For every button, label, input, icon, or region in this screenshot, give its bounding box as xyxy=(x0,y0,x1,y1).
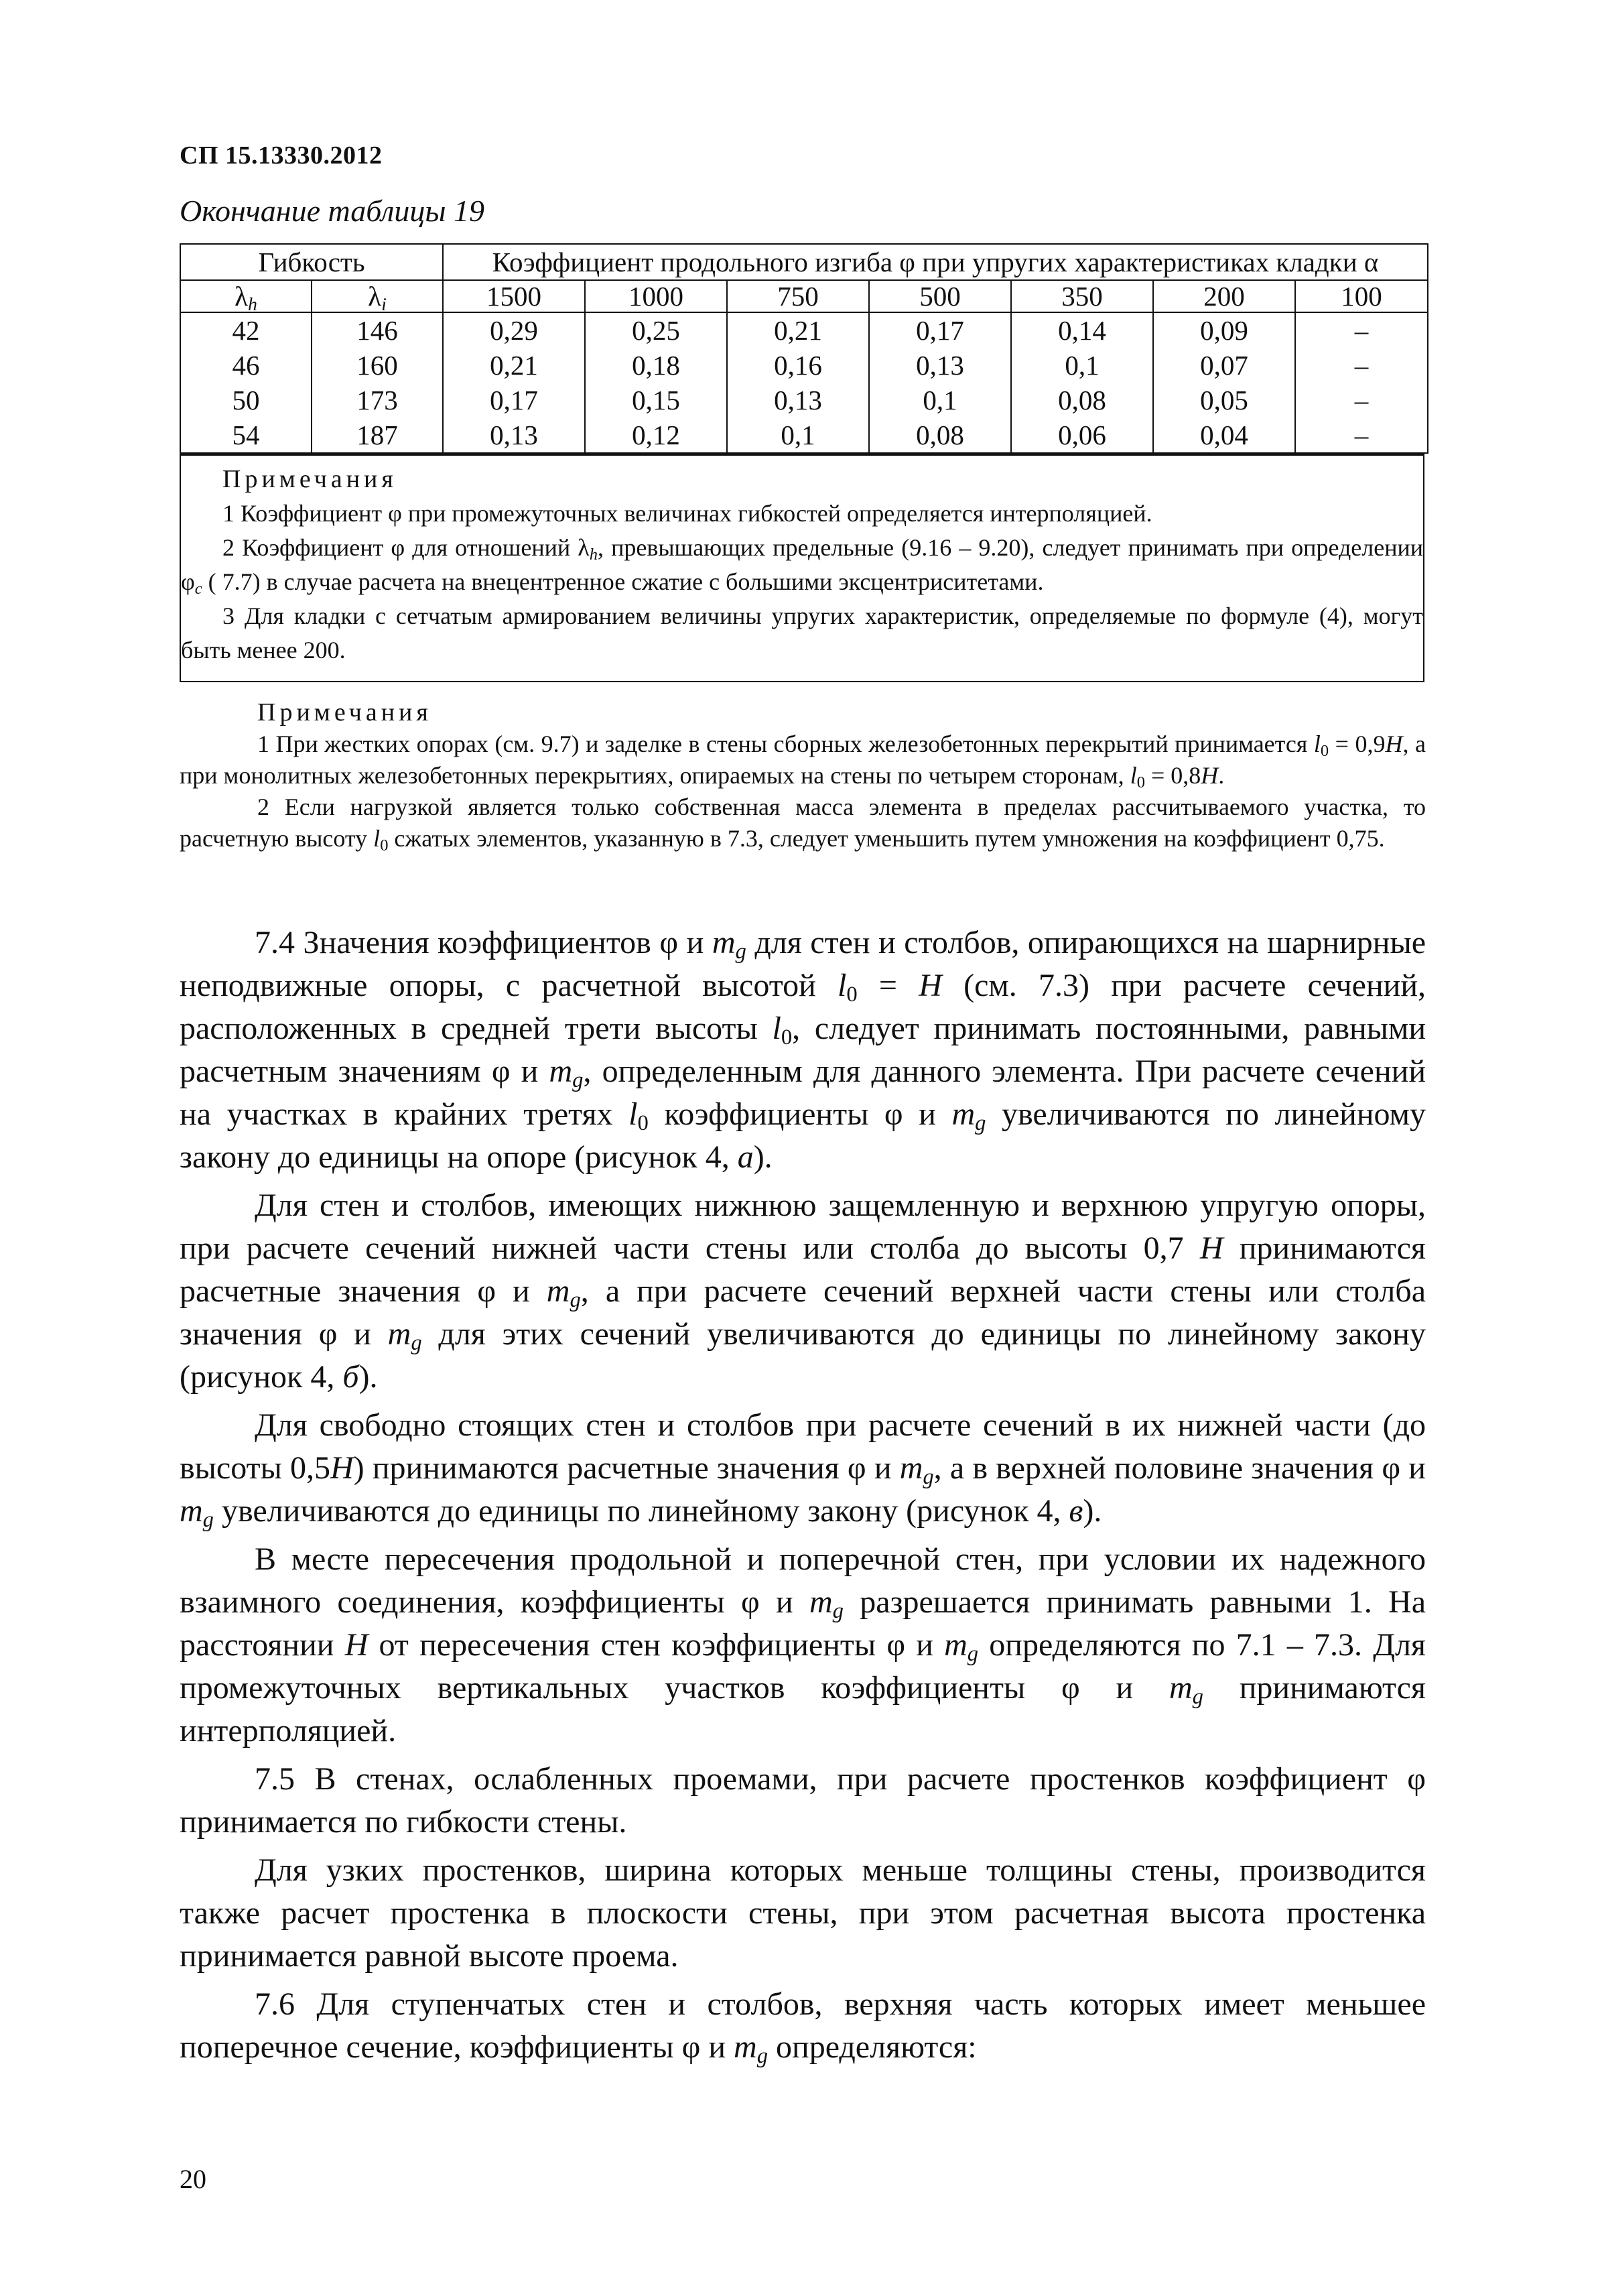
table-notes-title: Примечания xyxy=(222,465,397,493)
data-table xyxy=(180,243,1428,454)
paragraph-7-5: 7.5 В стенах, ослабленных проемами, при расчете простенков коэффициент φ принимается по гибкости стены. xyxy=(180,1761,1426,1840)
table-cell: – xyxy=(1295,312,1428,348)
table-cell: 54 xyxy=(180,418,312,453)
table-cell: 0,09 xyxy=(1153,312,1295,348)
table-caption: Окончание таблицы 19 xyxy=(180,194,484,228)
paragraph: Для свободно стоящих стен и столбов при расчете сечений в их нижней части (до высоты 0,5H) принимаются расчетные значения φ и $m_g$, а в верхней половине значения φ и $m_g$ увеличиваются до единицы по линейному закону (рисунок 4, в). xyxy=(180,1407,1426,1533)
table-cell: 146 xyxy=(312,312,443,348)
section-note-2: 2 Если нагрузкой является только собственная масса элемента в пределах рассчитываемого участка, то расчетную высоту $l_0$ сжатых элементов, указанную в 7.3, следует уменьшить путем умножения на коэффициент 0,75. xyxy=(180,793,1426,855)
table-cell: – xyxy=(1295,383,1428,418)
section-notes xyxy=(180,697,1426,854)
header-slenderness: Гибкость xyxy=(180,244,443,280)
paragraph: Для стен и столбов, имеющих нижнюю защемленную и верхнюю упругую опоры, при расчете сечений нижней части стены или столба до высоты 0,7 H принимаются расчетные значения φ и $m_g$, а при расчете сечений верхней части стены или столба значения φ и $m_g$ для этих сечений увеличиваются до единицы по линейному закону (рисунок 4, б). xyxy=(180,1188,1426,1395)
table-note-1: 1 Коэффициент φ при промежуточных величинах гибкостей определяется интерполяцией. xyxy=(222,500,1152,527)
table-cell: 173 xyxy=(312,383,443,418)
table-row xyxy=(180,348,1428,383)
table-cell: 0,08 xyxy=(1011,383,1153,418)
table-cell: 0,13 xyxy=(443,418,585,453)
header-alpha: 750 xyxy=(727,280,869,312)
table-cell: 0,12 xyxy=(585,418,727,453)
section-note-1: 1 При жестких опорах (см. 9.7) и заделке в стены сборных железобетонных перекрытий принимается $l_0 = 0,9H$, а при монолитных железобетонных перекрытиях, опираемых на стены по четырем сторонам, $l_0 = 0,8H$. xyxy=(180,730,1426,792)
paragraph: Для узких простенков, ширина которых меньше толщины стены, производится также расчет простенка в плоскости стены, при этом расчетная высота простенка принимается равной высоте проема. xyxy=(180,1852,1426,1974)
table-cell: 0,21 xyxy=(727,312,869,348)
table-cell: 0,14 xyxy=(1011,312,1153,348)
table-notes xyxy=(180,454,1424,682)
header-lambda-h: $\lambda_h$ xyxy=(180,280,312,312)
table-cell: – xyxy=(1295,418,1428,453)
table-cell: 46 xyxy=(180,348,312,383)
paragraph: В месте пересечения продольной и поперечной стен, при условии их надежного взаимного соединения, коэффициенты φ и $m_g$ разрешается принимать равными 1. На расстоянии H от пересечения стен коэффициенты φ и $m_g$ определяются по 7.1 – 7.3. Для промежуточных вертикальных участков коэффициенты φ и $m_g$ принимаются интерполяцией. xyxy=(180,1541,1426,1748)
table-cell: 42 xyxy=(180,312,312,348)
document-code: СП 15.13330.2012 xyxy=(180,141,383,170)
table-cell: 0,07 xyxy=(1153,348,1295,383)
paragraph-7-4: 7.4 Значения коэффициентов φ и $m_g$ для стен и столбов, опирающихся на шарнирные неподвижные опоры, с расчетной высотой $l_0 = H$ (см. 7.3) при расчете сечений, расположенных в средней трети высоты $l_0$, следует принимать постоянными, равными расчетным значениям φ и $m_g$, определенным для данного элемента. При расчете сечений на участках в крайних третях $l_0$ коэффициенты φ и $m_g$ увеличиваются по линейному закону до единицы на опоре (рисунок 4, а). xyxy=(180,925,1426,1175)
table-cell: 0,16 xyxy=(727,348,869,383)
table-cell: 50 xyxy=(180,383,312,418)
table-cell: 0,13 xyxy=(727,383,869,418)
table-cell: 0,04 xyxy=(1153,418,1295,453)
table-cell: 160 xyxy=(312,348,443,383)
table-cell: 0,29 xyxy=(443,312,585,348)
header-coefficient: Коэффициент продольного изгиба φ при упругих характеристиках кладки α xyxy=(443,244,1428,280)
table-cell: 0,21 xyxy=(443,348,585,383)
header-lambda-i: $\lambda_i$ xyxy=(312,280,443,312)
table-row xyxy=(180,383,1428,418)
table-row xyxy=(180,418,1428,453)
header-alpha: 1000 xyxy=(585,280,727,312)
table-note-3: 3 Для кладки с сетчатым армированием величины упругих характеристик, определяемые по формуле (4), могут быть менее 200. xyxy=(181,602,1423,663)
table-19-end xyxy=(180,243,1427,682)
table-row xyxy=(180,312,1428,348)
header-alpha: 200 xyxy=(1153,280,1295,312)
table-cell: 0,25 xyxy=(585,312,727,348)
paragraph-7-6: 7.6 Для ступенчатых стен и столбов, верхняя часть которых имеет меньшее поперечное сечение, коэффициенты φ и $m_g$ определяются: xyxy=(180,1986,1426,2069)
table-cell: 0,05 xyxy=(1153,383,1295,418)
table-cell: 0,17 xyxy=(443,383,585,418)
table-cell: 0,06 xyxy=(1011,418,1153,453)
table-cell: 0,13 xyxy=(869,348,1011,383)
header-alpha: 500 xyxy=(869,280,1011,312)
table-cell: 0,18 xyxy=(585,348,727,383)
table-cell: 0,15 xyxy=(585,383,727,418)
header-alpha: 350 xyxy=(1011,280,1153,312)
table-cell: – xyxy=(1295,348,1428,383)
page-number: 20 xyxy=(180,2164,206,2194)
table-cell: 0,17 xyxy=(869,312,1011,348)
table-cell: 0,08 xyxy=(869,418,1011,453)
body-text xyxy=(180,921,1426,2074)
table-note-2: 2 Коэффициент φ для отношений $\lambda_h$, превышающих предельные (9.16 – 9.20), следует принимать при определении $\varphi_c$ ( 7.7) в случае расчета на внецентренное сжатие с большими эксцентриситетами. xyxy=(181,534,1423,598)
header-alpha: 1500 xyxy=(443,280,585,312)
table-cell: 0,1 xyxy=(1011,348,1153,383)
section-notes-title: Примечания xyxy=(257,698,432,726)
table-cell: 187 xyxy=(312,418,443,453)
header-alpha: 100 xyxy=(1295,280,1428,312)
table-cell: 0,1 xyxy=(869,383,1011,418)
table-cell: 0,1 xyxy=(727,418,869,453)
